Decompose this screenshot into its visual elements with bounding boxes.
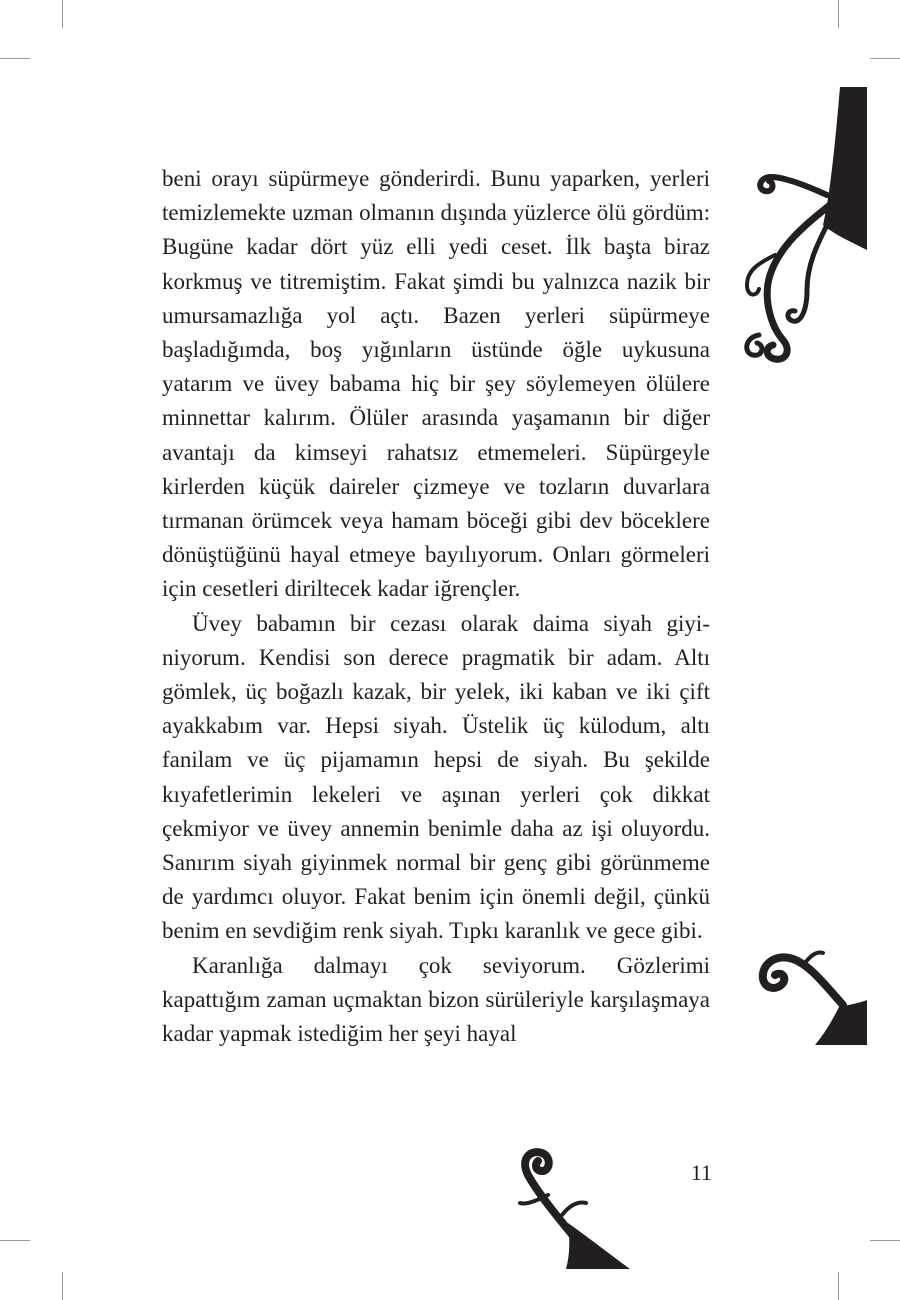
page-number: 11	[690, 1160, 712, 1185]
body-text	[162, 162, 710, 1051]
crop-mark	[0, 58, 30, 59]
edge-tendril-ornament	[755, 945, 875, 1050]
bottom-vine-ornament	[508, 1145, 638, 1270]
paragraph: Karanlığa dalmayı çok seviyorum. Gözlerimi kapattığım zaman uçmaktan bizon sürüleriyle karşılaşmaya kadar yapmak istediğim her şeyi hayal	[162, 952, 710, 1047]
crop-mark	[0, 1240, 30, 1241]
crop-mark	[870, 58, 900, 59]
corner-vine-ornament	[735, 85, 875, 375]
crop-mark	[838, 0, 839, 28]
crop-mark	[838, 1272, 839, 1300]
paragraph: Üvey babamın bir cezası olarak daima siyah giyiniyorum. Kendisi son derece pragmatik bir adam. Altı gömlek, üç boğazlı kazak, bir yelek, iki kaban ve iki çift ayakkabım var. Hepsi siyah. Üstelik üç külodum, altı fanilam ve üç pijamamın hepsi de siyah. Bu şekilde kıyafetlerimin lekeleri ve aşınan yerleri çok dikkat çekmiyor ve üvey annemin benimle daha az işi oluyordu. Sanırım siyah giyinmek normal bir genç gibi görünmeme de yardımcı oluyor. Fakat benim için önemli değil, çünkü benim en sevdiğim renk siyah. Tıpkı karanlık ve gece gibi.	[162, 610, 710, 944]
crop-mark	[62, 0, 63, 28]
crop-mark	[870, 1240, 900, 1241]
crop-mark	[62, 1272, 63, 1300]
paragraph: beni orayı süpürmeye gönderirdi. Bunu yaparken, yerleri temizlemekte uzman olmanın dışında yüzlerce ölü gördüm: Bugüne kadar dört yüz elli yedi ceset. İlk başta biraz korkmuş ve titremiştim. Fakat şimdi bu yalnızca nazik bir umursamazlığa yol açtı. Bazen yerleri süpürmeye başladığımda, boş yığınların üstünde öğle uykusuna yatarım ve üvey babama hiç bir şey söylemeyen ölülere minnettar kalırım. Ölüler arasında yaşamanın bir diğer avantajı da kimseyi rahatsız etmemeleri. Süpürgeyle kirlerden küçük daireler çizmeye ve tozların duvarlara tırmanan örümcek veya hamam böceği gibi dev böceklere dönüştüğünü hayal etmeye bayılıyorum. Onları görmeleri için cesetleri diriltecek kadar iğrençler.	[162, 166, 710, 602]
